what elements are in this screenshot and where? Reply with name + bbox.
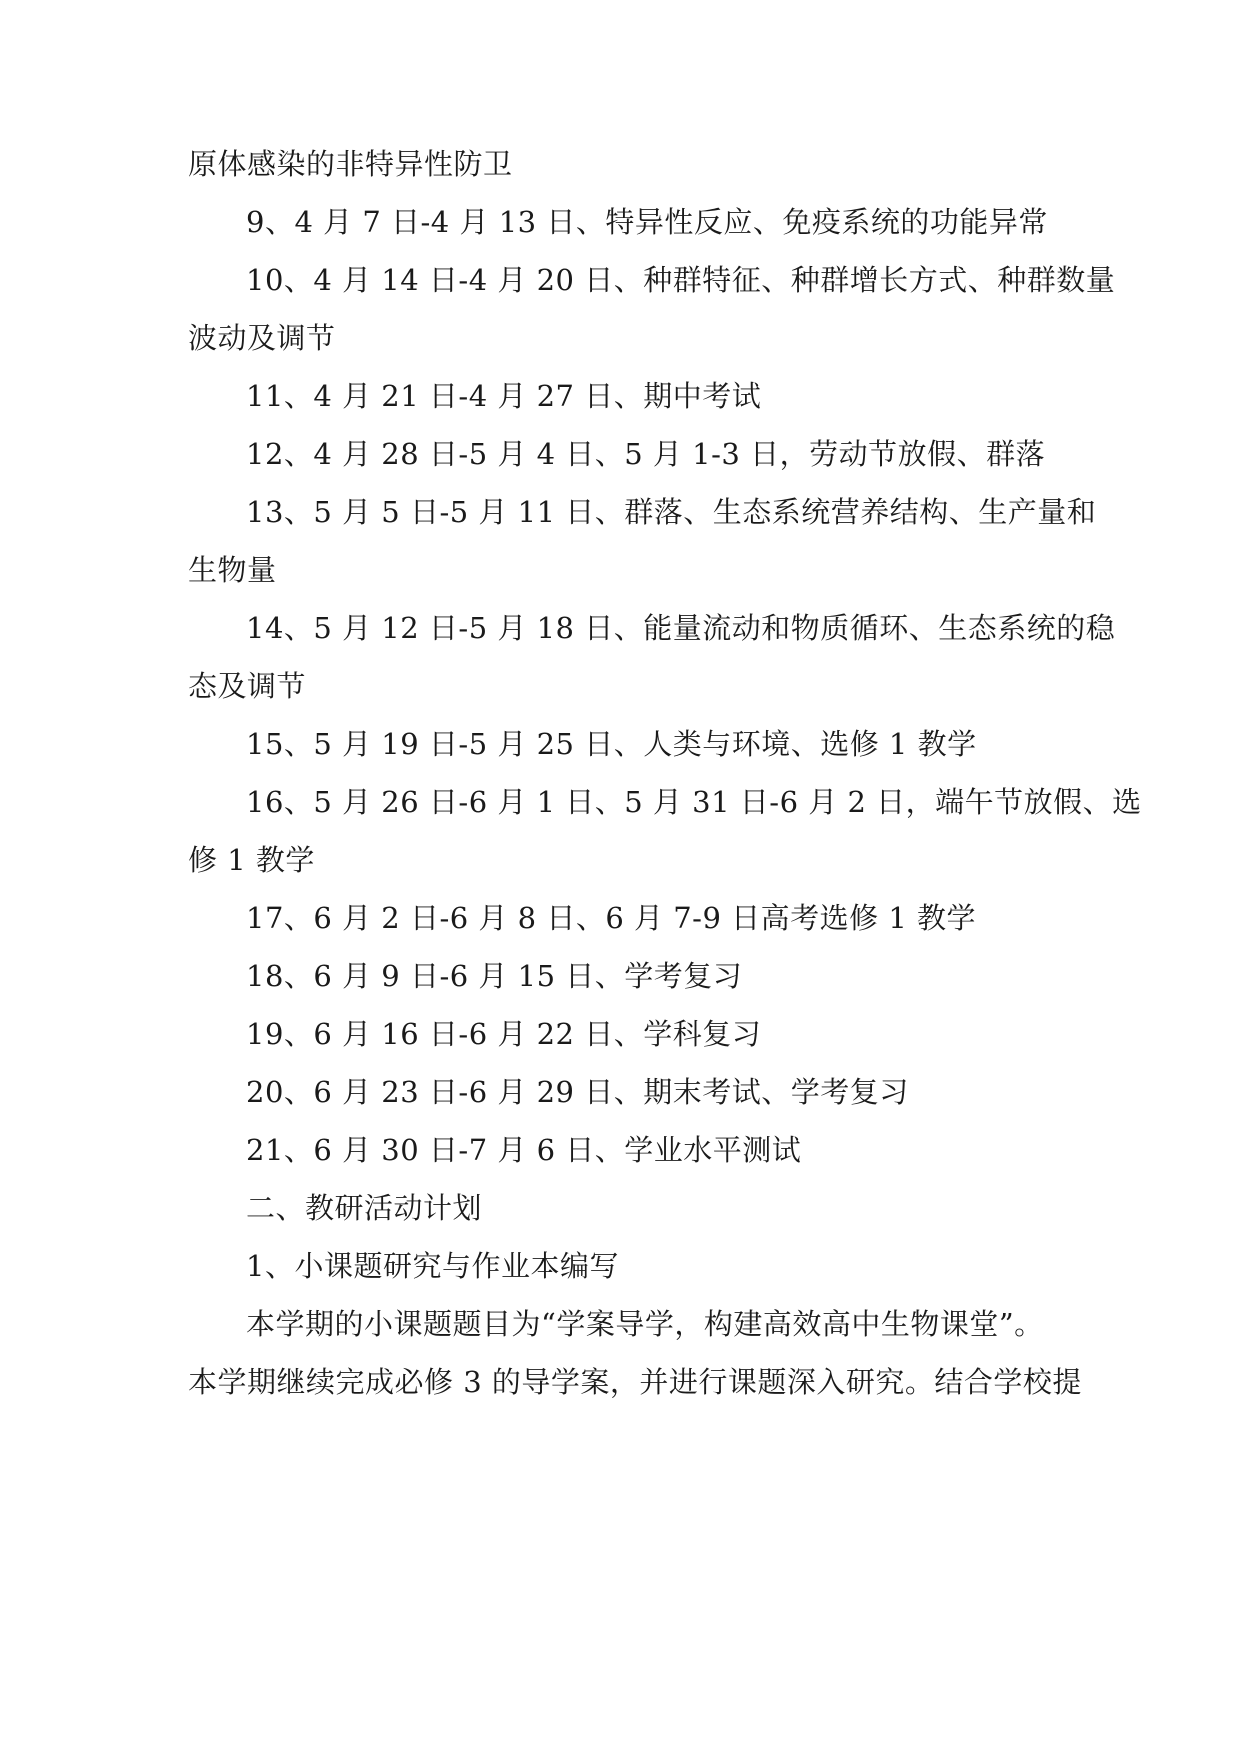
- schedule-item-18: 18、6 月 9 日-6 月 15 日、学考复习: [246, 959, 743, 993]
- schedule-item-14-continued: 态及调节: [188, 669, 307, 703]
- section-heading: 二、教研活动计划: [246, 1191, 483, 1225]
- schedule-item-10-continued: 波动及调节: [188, 321, 336, 355]
- schedule-item-11: 11、4 月 21 日-4 月 27 日、期中考试: [246, 379, 762, 413]
- schedule-item-9: 9、4 月 7 日-4 月 13 日、特异性反应、免疫系统的功能异常: [246, 205, 1048, 239]
- schedule-item-21: 21、6 月 30 日-7 月 6 日、学业水平测试: [246, 1133, 802, 1167]
- schedule-item-16: 16、5 月 26 日-6 月 1 日、5 月 31 日-6 月 2 日，端午节放假、选: [246, 785, 1142, 819]
- paragraph-line-2: 本学期继续完成必修 3 的导学案，并进行课题深入研究。结合学校提: [188, 1365, 1082, 1399]
- schedule-item-13: 13、5 月 5 日-5 月 11 日、群落、生态系统营养结构、生产量和: [246, 495, 1097, 529]
- schedule-item-20: 20、6 月 23 日-6 月 29 日、期末考试、学考复习: [246, 1075, 909, 1109]
- schedule-item-13-continued: 生物量: [188, 553, 277, 587]
- schedule-item-16-continued: 修 1 教学: [188, 843, 315, 877]
- schedule-item-15: 15、5 月 19 日-5 月 25 日、人类与环境、选修 1 教学: [246, 727, 977, 761]
- schedule-item-14: 14、5 月 12 日-5 月 18 日、能量流动和物质循环、生态系统的稳: [246, 611, 1116, 645]
- schedule-item-19: 19、6 月 16 日-6 月 22 日、学科复习: [246, 1017, 762, 1051]
- text-line-continuation: 原体感染的非特异性防卫: [188, 147, 513, 181]
- schedule-item-12: 12、4 月 28 日-5 月 4 日、5 月 1-3 日，劳动节放假、群落: [246, 437, 1046, 471]
- subsection-heading: 1、小课题研究与作业本编写: [246, 1249, 619, 1283]
- schedule-item-17: 17、6 月 2 日-6 月 8 日、6 月 7-9 日高考选修 1 教学: [246, 901, 977, 935]
- paragraph-line-1: 本学期的小课题题目为“学案导学，构建高效高中生物课堂”。: [246, 1307, 1044, 1341]
- schedule-item-10: 10、4 月 14 日-4 月 20 日、种群特征、种群增长方式、种群数量: [246, 263, 1116, 297]
